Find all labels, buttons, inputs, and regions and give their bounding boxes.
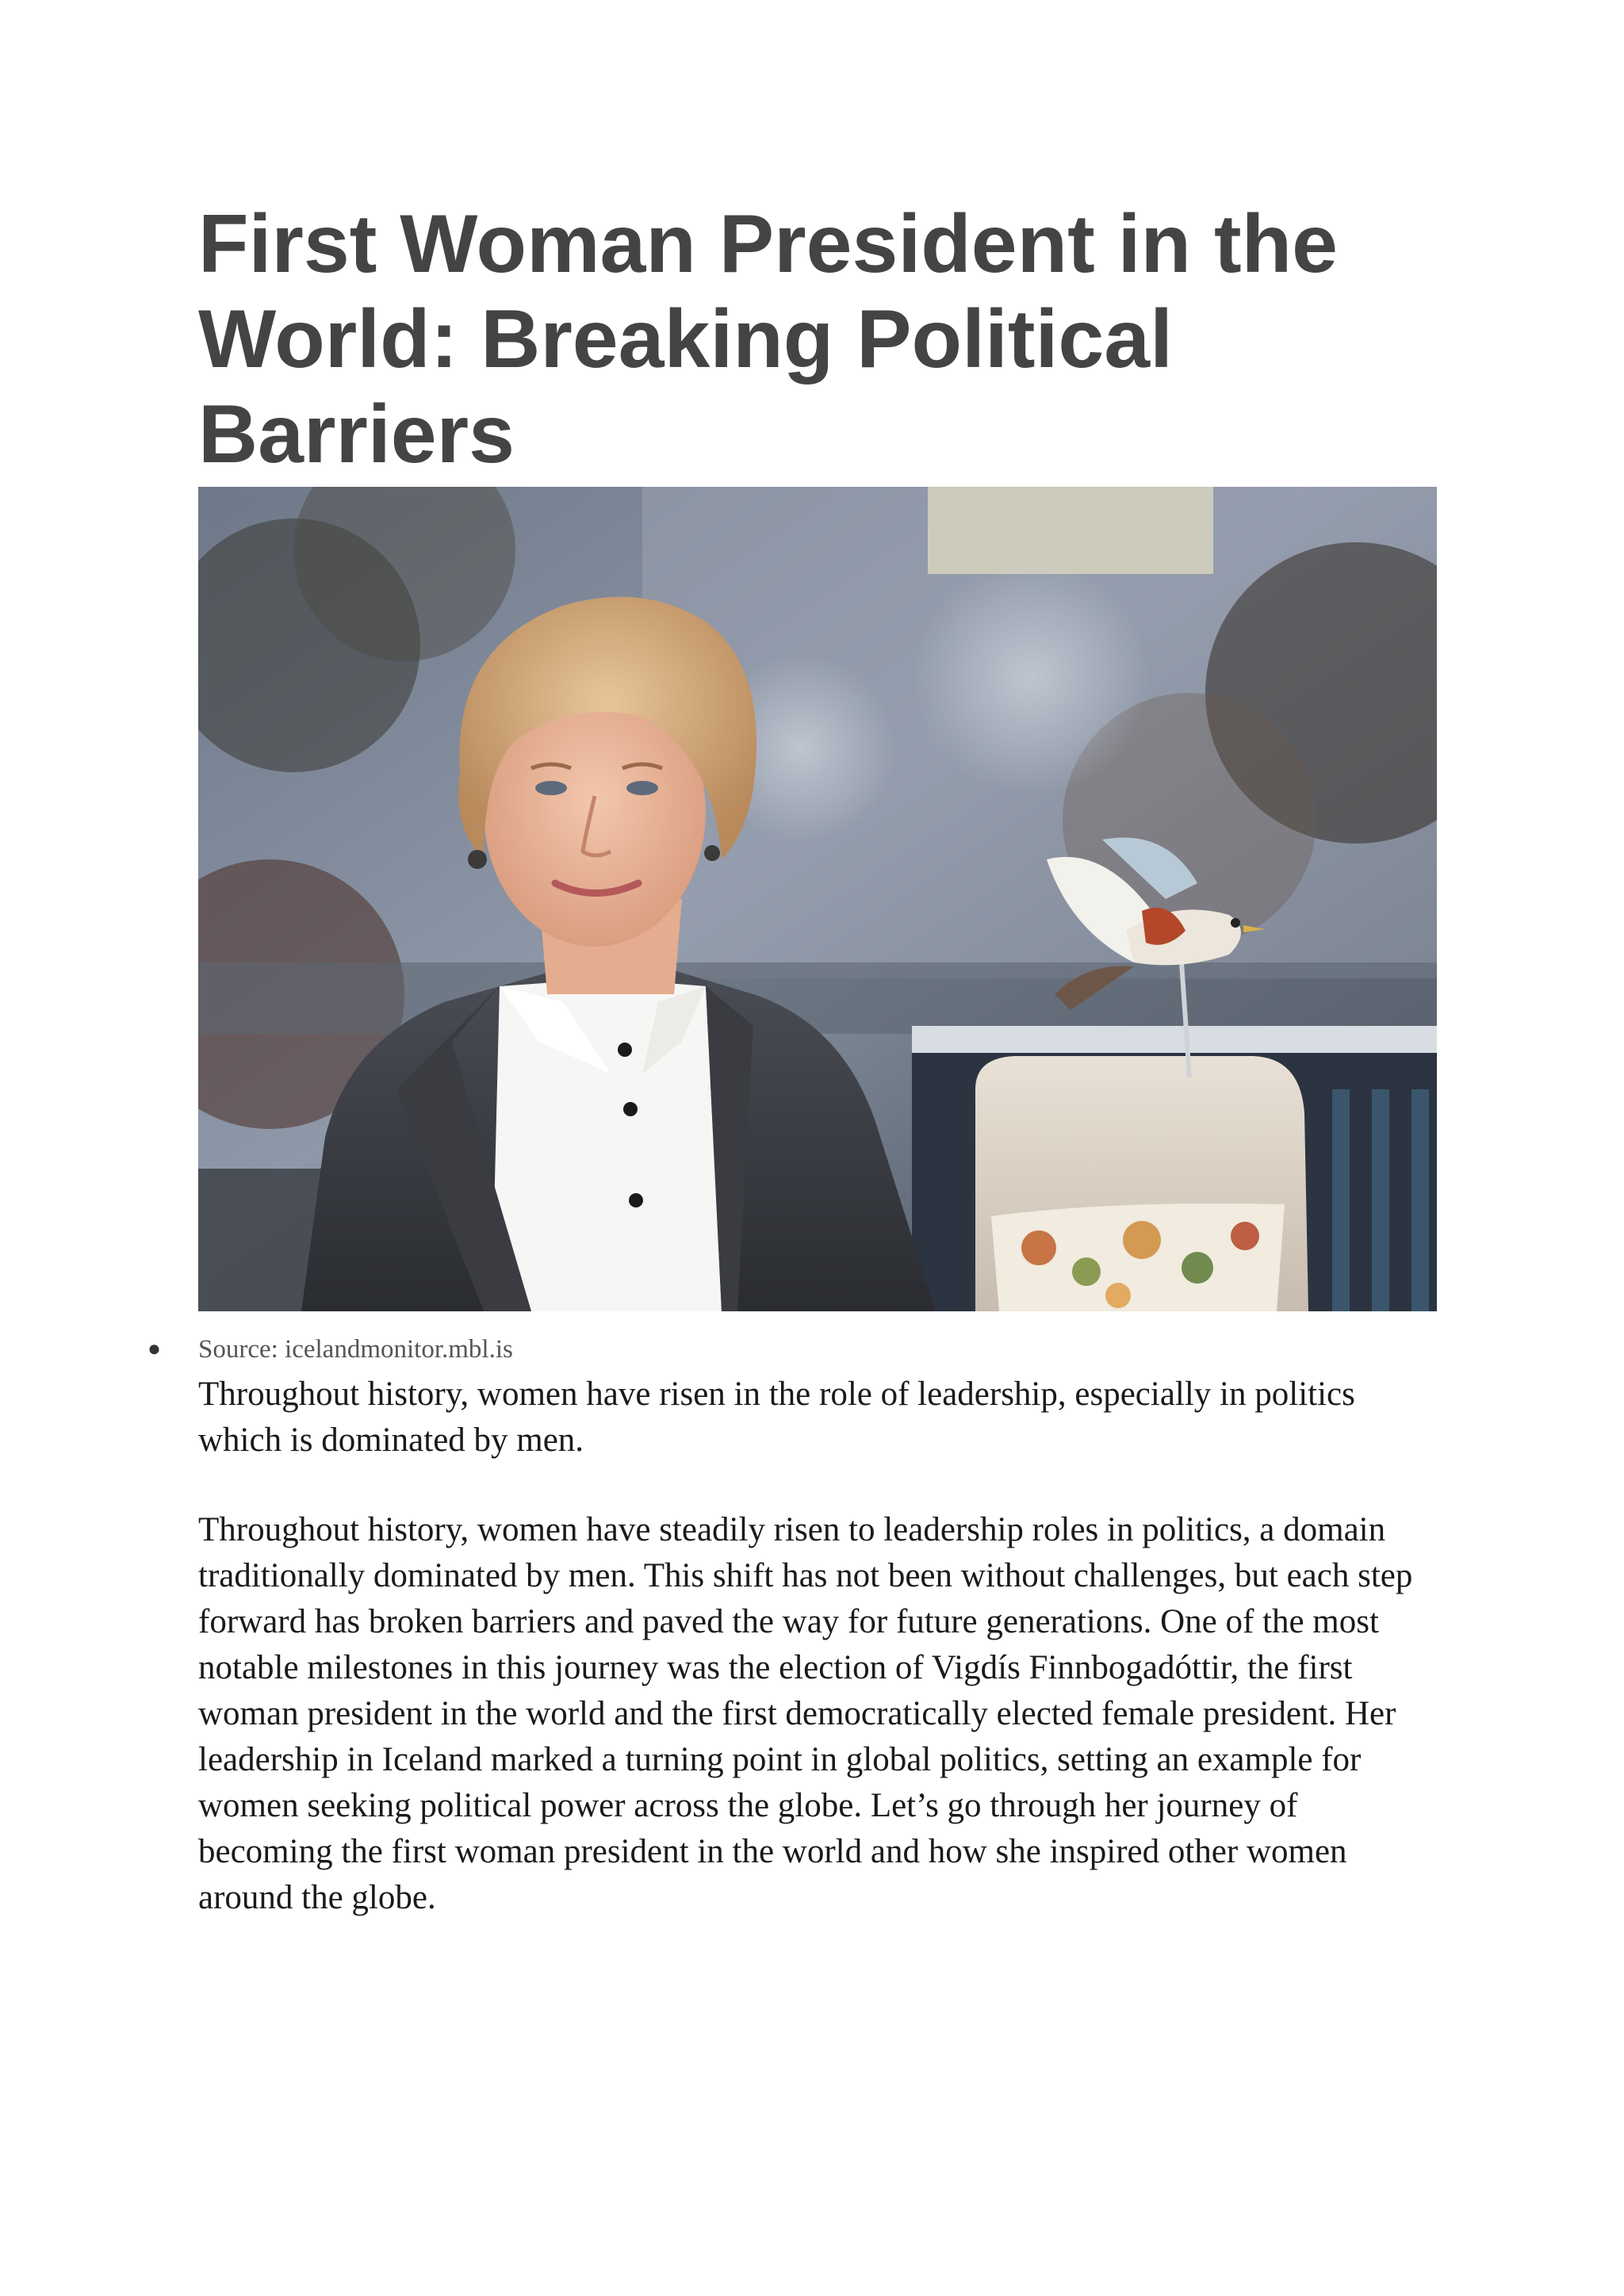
image-source-caption [147,1332,1437,1367]
image-caption-list [147,1332,1437,1367]
body-paragraph: Throughout history, women have steadily risen to leadership roles in politics, a domain traditionally dominated by men. This shift has not been without challenges, but each step forward has broken barriers and paved the way for future generations. One of the most notable milestones in this journey was the election of Vigdís Finnbogadóttir, the first woman president in the world and the first democratically elected female president. Her leadership in Iceland marked a turning point in global politics, setting an example for women seeking political power across the globe. Let’s go through her journey of becoming the first woman president in the world and how she inspired other women around the globe. [198,1511,1413,1916]
article-title: First Woman President in the World: Breaking Political Barriers [198,198,1338,480]
bullet-icon: ● [147,1337,161,1361]
article [147,197,1437,1921]
intro-paragraph: Throughout history, women have risen in the role of leadership, especially in politics which is dominated by men. [198,1376,1355,1459]
image-source-text: Source: icelandmonitor.mbl.is [198,1335,513,1364]
article-photo [198,487,1437,1311]
portrait-illustration [198,487,1437,1311]
